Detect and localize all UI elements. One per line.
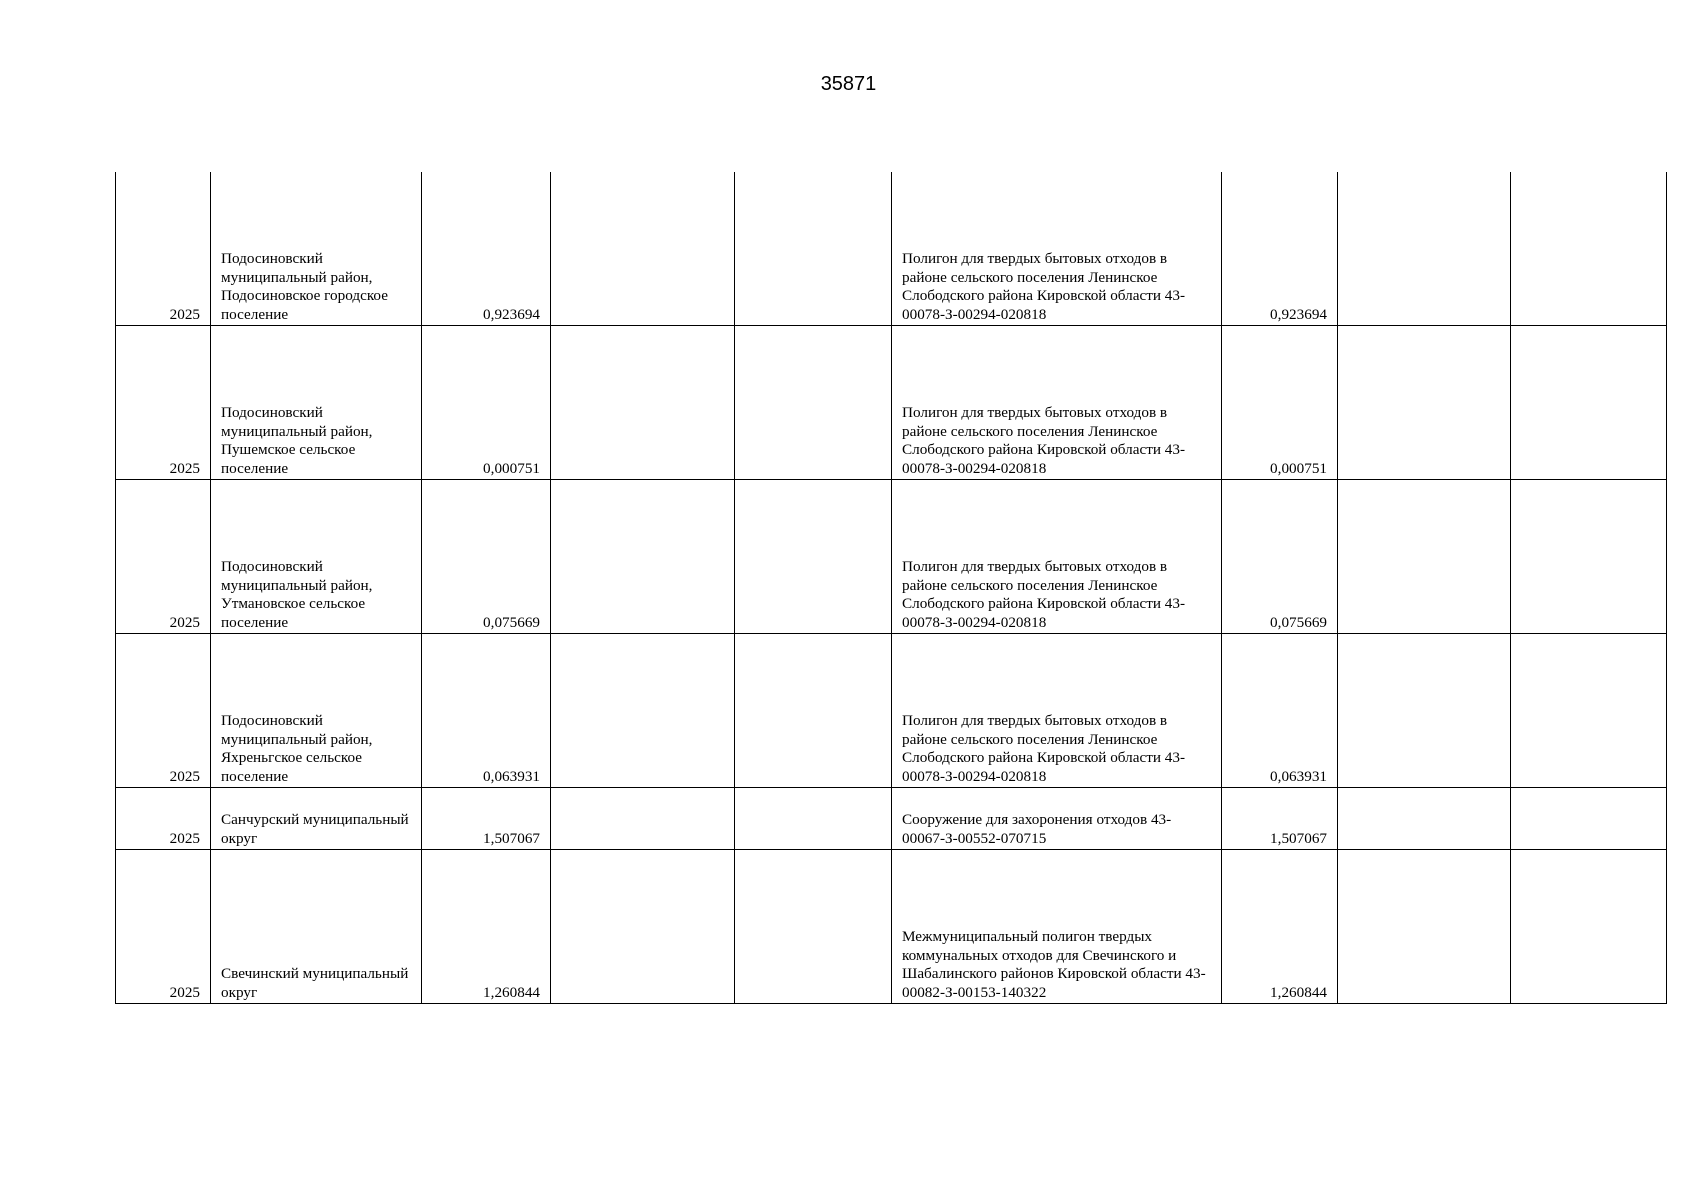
table-row [116,480,1667,634]
empty-cell [1511,326,1667,480]
empty-cell [551,634,735,788]
territory-cell: Подосиновский муниципальный район, Пушемское сельское поселение [211,326,422,480]
year-cell: 2025 [116,480,211,634]
mass-cell: 1,260844 [422,850,551,1004]
year-cell: 2025 [116,788,211,850]
table-row [116,788,1667,850]
mass-cell: 0,000751 [422,326,551,480]
facility-cell: Межмуниципальный полигон твердых коммунальных отходов для Свечинского и Шабалинского районов Кировской области 43-00082-З-00153-140322 [892,850,1222,1004]
empty-cell [1511,850,1667,1004]
empty-cell [1511,634,1667,788]
empty-cell [551,480,735,634]
empty-cell [1511,480,1667,634]
empty-cell [551,788,735,850]
table-row [116,850,1667,1004]
territory-cell: Подосиновский муниципальный район, Утмановское сельское поселение [211,480,422,634]
facility-cell: Полигон для твердых бытовых отходов в районе сельского поселения Ленинское Слободского района Кировской области 43-00078-З-00294-020818 [892,634,1222,788]
facility-cell: Полигон для твердых бытовых отходов в районе сельского поселения Ленинское Слободского района Кировской области 43-00078-З-00294-020818 [892,172,1222,326]
facility-mass-cell: 1,260844 [1222,850,1338,1004]
mass-cell: 1,507067 [422,788,551,850]
table-row [116,634,1667,788]
mass-cell: 0,923694 [422,172,551,326]
facility-mass-cell: 0,923694 [1222,172,1338,326]
empty-cell [1511,788,1667,850]
year-cell: 2025 [116,634,211,788]
year-cell: 2025 [116,172,211,326]
empty-cell [1338,172,1511,326]
facility-mass-cell: 0,000751 [1222,326,1338,480]
empty-cell [1338,480,1511,634]
empty-cell [735,850,892,1004]
year-cell: 2025 [116,850,211,1004]
mass-cell: 0,063931 [422,634,551,788]
facility-mass-cell: 0,075669 [1222,480,1338,634]
page-number: 35871 [820,73,877,95]
facility-cell: Полигон для твердых бытовых отходов в районе сельского поселения Ленинское Слободского района Кировской области 43-00078-З-00294-020818 [892,326,1222,480]
territory-cell: Свечинский муниципальный округ [211,850,422,1004]
facility-mass-cell: 1,507067 [1222,788,1338,850]
empty-cell [735,480,892,634]
empty-cell [1338,850,1511,1004]
empty-cell [551,850,735,1004]
facility-cell: Полигон для твердых бытовых отходов в районе сельского поселения Ленинское Слободского района Кировской области 43-00078-З-00294-020818 [892,480,1222,634]
empty-cell [1338,634,1511,788]
table-row [116,172,1667,326]
mass-cell: 0,075669 [422,480,551,634]
empty-cell [735,326,892,480]
empty-cell [551,172,735,326]
empty-cell [735,634,892,788]
empty-cell [1338,788,1511,850]
facility-mass-cell: 0,063931 [1222,634,1338,788]
territory-cell: Подосиновский муниципальный район, Яхреньгское сельское поселение [211,634,422,788]
empty-cell [551,326,735,480]
empty-cell [1338,326,1511,480]
territory-cell: Подосиновский муниципальный район, Подосиновское городское поселение [211,172,422,326]
facility-cell: Сооружение для захоронения отходов 43-00067-З-00552-070715 [892,788,1222,850]
empty-cell [735,172,892,326]
territory-cell: Санчурский муниципальный округ [211,788,422,850]
empty-cell [1511,172,1667,326]
year-cell: 2025 [116,326,211,480]
table-row [116,326,1667,480]
empty-cell [735,788,892,850]
data-table [115,172,1667,1004]
